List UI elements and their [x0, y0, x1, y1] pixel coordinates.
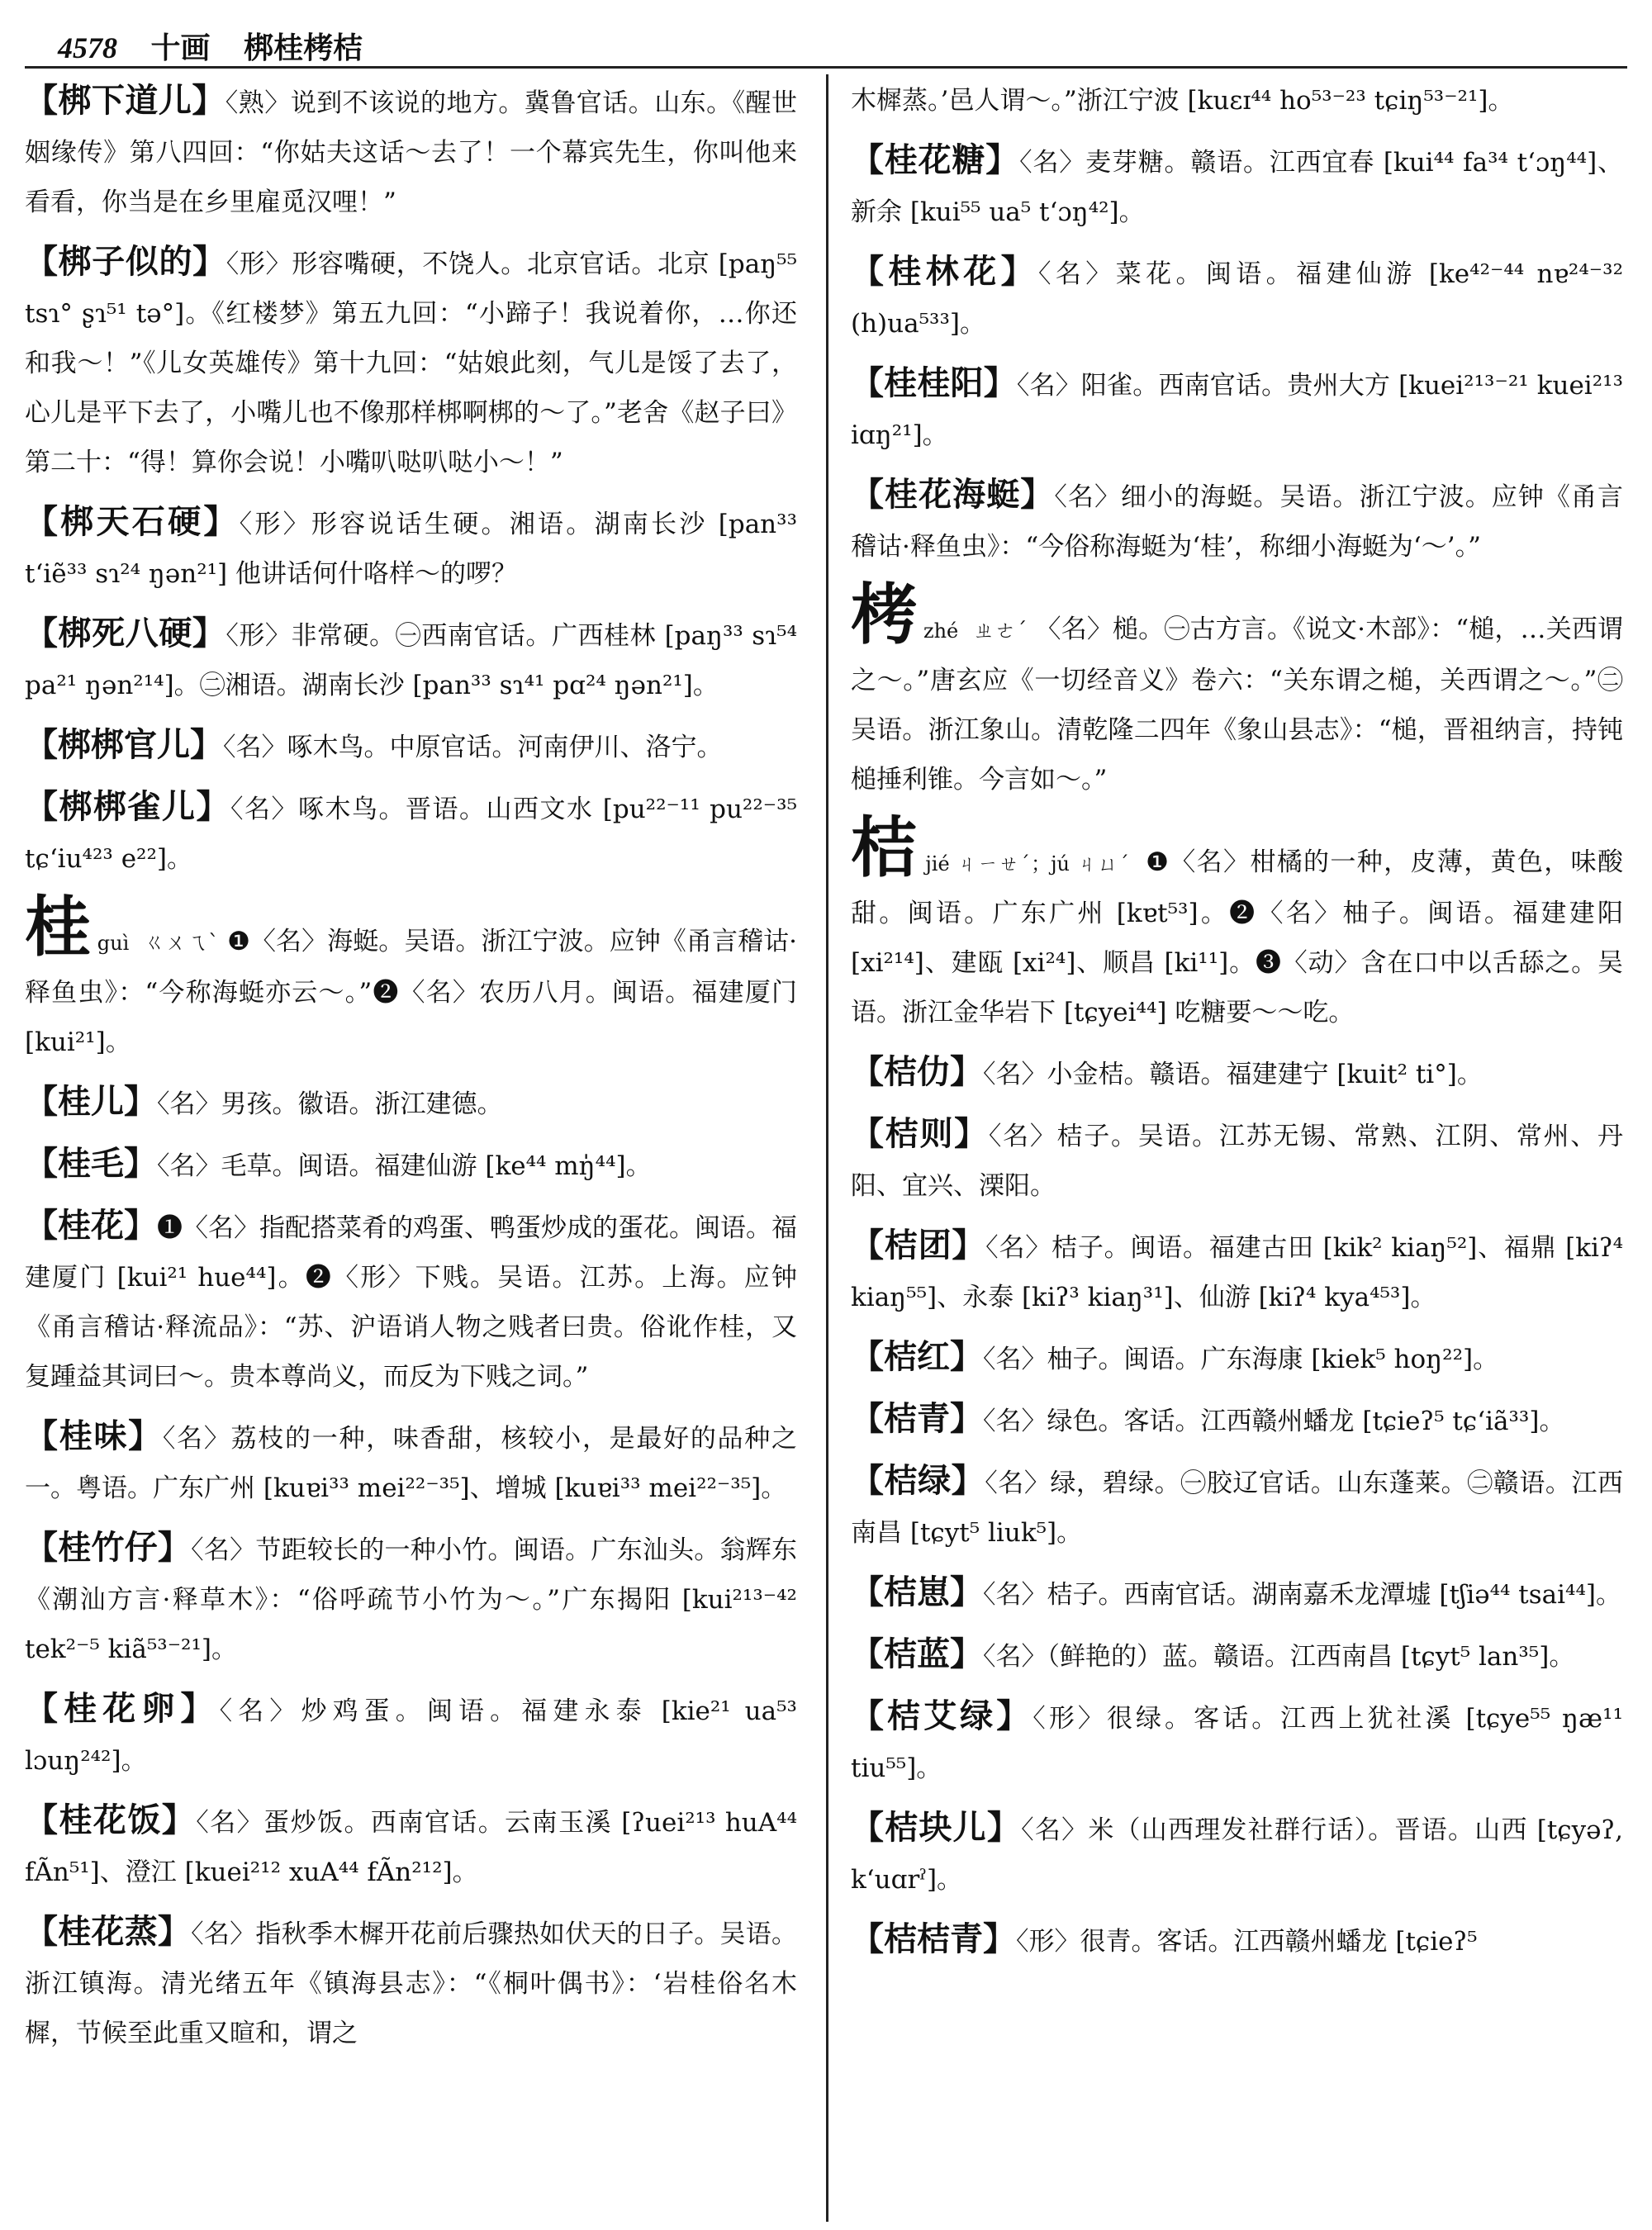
header-rule	[25, 66, 1627, 69]
lemma-entry	[851, 576, 1623, 804]
headword: 【桔桔青】	[851, 1919, 1016, 1958]
dictionary-entry	[851, 1109, 1623, 1211]
dictionary-entry	[851, 470, 1623, 572]
headword: 【梆子似的】	[25, 242, 226, 281]
definition-text: 〈名〉啄木鸟。中原官话。河南伊川、洛宁。	[223, 733, 723, 762]
dictionary-entry	[851, 1394, 1623, 1446]
headword: 【桔崽】	[851, 1573, 983, 1611]
lemma-character: 桔	[851, 809, 919, 886]
page-number: 4578	[58, 31, 117, 64]
headword: 【桂花海蜓】	[851, 475, 1055, 514]
dictionary-entry	[851, 358, 1623, 460]
definition-text: 〈形〉形容说话生硬。湘语。湖南长沙 [pan³³ tʻiẽ³³ sɿ²⁴ ŋən²¹] 他讲话何什咯样～的啰？	[25, 510, 797, 589]
dictionary-entry	[25, 720, 797, 772]
definition-text: ❶〈名〉柑橘的一种，皮薄，黄色，味酸甜。闽语。广东广州 [kɐt⁵³]。❷〈名〉柚子。闽语。福建建阳 [xi²¹⁴]、建瓯 [xi²⁴]、顺昌 [ki¹¹]。❸〈动〉含在口中以舌舔之。吴语。浙江金华岩下 [tɕyei⁴⁴] 吃糖要～～吃。	[851, 847, 1623, 1027]
headword: 【桂林花】	[851, 252, 1038, 291]
dictionary-entry	[25, 1077, 797, 1129]
dictionary-entry	[851, 1332, 1623, 1384]
dictionary-entry	[25, 1907, 797, 2058]
dictionary-entry	[25, 782, 797, 884]
headword: 【梆梆官儿】	[25, 725, 223, 764]
headword: 【桔红】	[851, 1337, 983, 1376]
headword: 【梆死八硬】	[25, 614, 226, 652]
headword: 【桂儿】	[25, 1082, 157, 1121]
definition-text: 〈名〉细小的海蜓。吴语。浙江宁波。应钟《甬言稽诂·释鱼虫》：“今俗称海蜓为‘桂’，称细小海蜓为‘～’。”	[851, 482, 1623, 562]
definition-text: 〈名〉（鲜艳的）蓝。赣语。江西南昌 [tɕyt⁵ lan³⁵]。	[983, 1642, 1575, 1672]
dictionary-entry	[25, 76, 797, 227]
headword: 【桂桂阳】	[851, 363, 1017, 402]
headword: 【梆下道儿】	[25, 81, 225, 120]
definition-text: 〈名〉米（山西理发社群行话）。晋语。山西 [tɕyəʔ, kʻuɑrˀ]。	[851, 1815, 1623, 1895]
definition-text: 〈名〉炒鸡蛋。闽语。福建永泰 [kie²¹ ua⁵³ lɔuŋ²⁴²]。	[25, 1696, 797, 1776]
definition-text: 〈名〉槌。㊀古方言。《说文·木部》：“槌，…关西谓之～。”唐玄应《一切经音义》卷六：“关东谓之槌，关西谓之～。”㊁吴语。浙江象山。清乾隆二四年《象山县志》：“槌，晋祖纳言，持钝槌捶利锥。今言如～。”	[851, 614, 1623, 795]
header-chars: 梆桂栲桔	[244, 31, 363, 65]
right-column	[851, 76, 1623, 2223]
page-header	[58, 25, 1611, 68]
headword: 【桂花糖】	[851, 140, 1020, 179]
headword: 【桂花蒸】	[25, 1912, 192, 1951]
definition-text: 〈形〉很绿。客话。江西上犹社溪 [tɕye⁵⁵ ŋæ¹¹ tiu⁵⁵]。	[851, 1704, 1623, 1783]
definition-text: 〈形〉很青。客话。江西赣州蟠龙 [tɕieʔ⁵	[1016, 1927, 1478, 1957]
dictionary-entry	[851, 1914, 1623, 1967]
dictionary-entry	[25, 497, 797, 599]
column-divider	[826, 74, 828, 2222]
dictionary-entry	[25, 1201, 797, 1402]
definition-text: 〈名〉蛋炒饭。西南官话。云南玉溪 [ʔuei²¹³ huA⁴⁴ fÃn⁵¹]、澄江 [kuei²¹² xuA⁴⁴ fÃn²¹²]。	[25, 1808, 797, 1887]
definition-text: 〈名〉菜花。闽语。福建仙游 [ke⁴²⁻⁴⁴ nɐ²⁴⁻³² (h)ua⁵³³]。	[851, 259, 1623, 339]
definition-text: 〈名〉麦芽糖。赣语。江西宜春 [kui⁴⁴ fa³⁴ tʻɔŋ⁴⁴]、新余 [kui⁵⁵ ua⁵ tʻɔŋ⁴²]。	[851, 148, 1623, 227]
definition-text: 〈名〉桔子。吴语。江苏无锡、常熟、江阴、常州、丹阳、宜兴、溧阳。	[851, 1122, 1623, 1201]
headword: 【桔团】	[851, 1226, 986, 1264]
headword: 【桂花饭】	[25, 1801, 197, 1839]
definition-text: 〈熟〉说到不该说的地方。冀鲁官话。山东。《醒世姻缘传》第八四回：“你姑夫这话～去了！一个幕宾先生，你叫他来看看，你当是在乡里雇觅汉哩！”	[25, 88, 797, 217]
dictionary-entry	[851, 1803, 1623, 1905]
headword: 【桔蓝】	[851, 1635, 983, 1673]
headword: 【桔则】	[851, 1114, 989, 1153]
pinyin: jié ㄐㄧㄝˊ；jú ㄐㄩˊ	[918, 852, 1138, 875]
dictionary-entry	[851, 1691, 1623, 1793]
dictionary-entry	[851, 1630, 1623, 1682]
dictionary-entry	[25, 1412, 797, 1513]
pinyin: guì	[91, 932, 135, 955]
definition-text: 〈名〉阳雀。西南官话。贵州大方 [kuei²¹³⁻²¹ kuei²¹³ iɑŋ²¹]。	[851, 371, 1623, 450]
definition-text: ❶〈名〉指配搭菜肴的鸡蛋、鸭蛋炒成的蛋花。闽语。福建厦门 [kui²¹ hue⁴⁴]。❷〈形〉下贱。吴语。江苏。上海。应钟《甬言稽诂·释流品》：“苏、沪语诮人物之贱者曰贵。俗讹作桂，又复踵益其词曰～。贵本尊尚义，而反为下贱之词。”	[25, 1213, 797, 1392]
definition-text: 〈名〉桔子。西南官话。湖南嘉禾龙潭墟 [tʃiə⁴⁴ tsai⁴⁴]。	[983, 1580, 1621, 1610]
definition-text: 〈名〉啄木鸟。晋语。山西文水 [pu²²⁻¹¹ pu²²⁻³⁵ tɕʻiu⁴²³ e²²]。	[25, 795, 797, 874]
headword: 【桔块儿】	[851, 1808, 1022, 1847]
dictionary-entry	[851, 76, 1623, 126]
left-column	[25, 76, 797, 2223]
stroke-count: 十画	[150, 31, 211, 65]
dictionary-entry	[25, 237, 797, 487]
dictionary-entry	[851, 1047, 1623, 1099]
definition-text: 〈名〉柚子。闽语。广东海康 [kiek⁵ hoŋ²²]。	[983, 1345, 1499, 1374]
dictionary-entry	[851, 135, 1623, 237]
dictionary-entry	[25, 609, 797, 710]
definition-text: 〈名〉荔枝的一种，味香甜，核较小，是最好的品种之一。粤语。广东广州 [kuɐi³³ mei²²⁻³⁵]、增城 [kuɐi³³ mei²²⁻³⁵]。	[25, 1424, 797, 1503]
headword: 【桂花】	[25, 1206, 157, 1245]
dictionary-entry	[25, 1139, 797, 1191]
lemma-entry	[851, 809, 1623, 1037]
headword: 【梆梆雀儿】	[25, 787, 230, 826]
dictionary-entry	[851, 1568, 1623, 1620]
dictionary-entry	[851, 247, 1623, 349]
headword: 【桂花卵】	[25, 1689, 220, 1728]
headword: 【桂味】	[25, 1416, 163, 1455]
dictionary-entry	[851, 1221, 1623, 1322]
definition-text: 木樨蒸。’邑人谓～。”浙江宁波 [kuɛɪ⁴⁴ ho⁵³⁻²³ tɕiŋ⁵³⁻²¹]。	[851, 86, 1514, 116]
headword: 【桔绿】	[851, 1461, 985, 1500]
definition-text: 〈名〉小金桔。赣语。福建建宁 [kuit² ti°]。	[983, 1060, 1483, 1089]
definition-text: 〈名〉绿，碧绿。㊀胶辽官话。山东蓬莱。㊁赣语。江西南昌 [tɕyt⁵ liuk⁵]。	[851, 1468, 1623, 1548]
lemma-character: 栲	[851, 576, 918, 653]
zhuyin: ㄍㄨㄟˋ	[143, 931, 220, 956]
lemma-entry	[25, 888, 797, 1067]
dictionary-entry	[25, 1684, 797, 1786]
dictionary-entry	[25, 1523, 797, 1674]
definition-text: 〈名〉男孩。徽语。浙江建德。	[157, 1089, 503, 1119]
definition-text: 〈名〉毛草。闽语。福建仙游 [ke⁴⁴ mŋ̍⁴⁴]。	[157, 1151, 652, 1181]
dictionary-entry	[851, 1456, 1623, 1558]
definition-text: 〈名〉节距较长的一种小竹。闽语。广东汕头。翁辉东《潮汕方言·释草木》：“俗呼疏节小竹为～。”广东揭阳 [kui²¹³⁻⁴² tek²⁻⁵ kiã⁵³⁻²¹]。	[25, 1535, 797, 1664]
definition-text: 〈名〉指秋季木樨开花前后骤热如伏天的日子。吴语。浙江镇海。清光绪五年《镇海县志》：“《桐叶偶书》：‘岩桂俗名木樨，节候至此重又暄和，谓之	[25, 1919, 797, 2048]
headword: 【桔仂】	[851, 1052, 983, 1091]
definition-text: 〈名〉桔子。闽语。福建古田 [kik² kiaŋ⁵²]、福鼎 [kiʔ⁴ kiaŋ⁵⁵]、永泰 [kiʔ³ kiaŋ³¹]、仙游 [kiʔ⁴ kya⁴⁵³]。	[851, 1233, 1623, 1312]
definition-text: 〈形〉非常硬。㊀西南官话。广西桂林 [paŋ³³ sɿ⁵⁴ pa²¹ ŋən²¹⁴]。㊁湘语。湖南长沙 [pan³³ sɿ⁴¹ pɑ²⁴ ŋən²¹]。	[25, 621, 797, 700]
headword: 【桔青】	[851, 1399, 983, 1438]
lemma-character: 桂	[25, 888, 92, 966]
definition-text: 〈名〉绿色。客话。江西赣州蟠龙 [tɕieʔ⁵ tɕʻiã³³]。	[983, 1407, 1565, 1436]
definition-text: ❶〈名〉海蜓。吴语。浙江宁波。应钟《甬言稽诂·释鱼虫》：“今称海蜓亦云～。”❷〈名〉农历八月。闽语。福建厦门 [kui²¹]。	[25, 927, 797, 1057]
headword: 【桔艾绿】	[851, 1696, 1033, 1735]
pinyin: zhé	[917, 619, 966, 643]
definition-text: 〈形〉形容嘴硬，不饶人。北京官话。北京 [paŋ⁵⁵ tsɿ° ʂɿ⁵¹ tə°]。《红楼梦》第五九回：“小蹄子！我说着你，…你还和我～！”《儿女英雄传》第十九回：“姑娘此刻，气儿是馁了去了，心儿是平下去了，小嘴儿也不像那样梆啊梆的～了。”老舍《赵子曰》第二十：“得！算你会说！小嘴叭哒叭哒小～！”	[25, 249, 797, 477]
headword: 【梆天石硬】	[25, 502, 240, 541]
zhuyin: ㄓㄜˊ	[973, 619, 1028, 643]
headword: 【桂竹仔】	[25, 1528, 192, 1567]
headword: 【桂毛】	[25, 1144, 157, 1183]
dictionary-entry	[25, 1796, 797, 1897]
